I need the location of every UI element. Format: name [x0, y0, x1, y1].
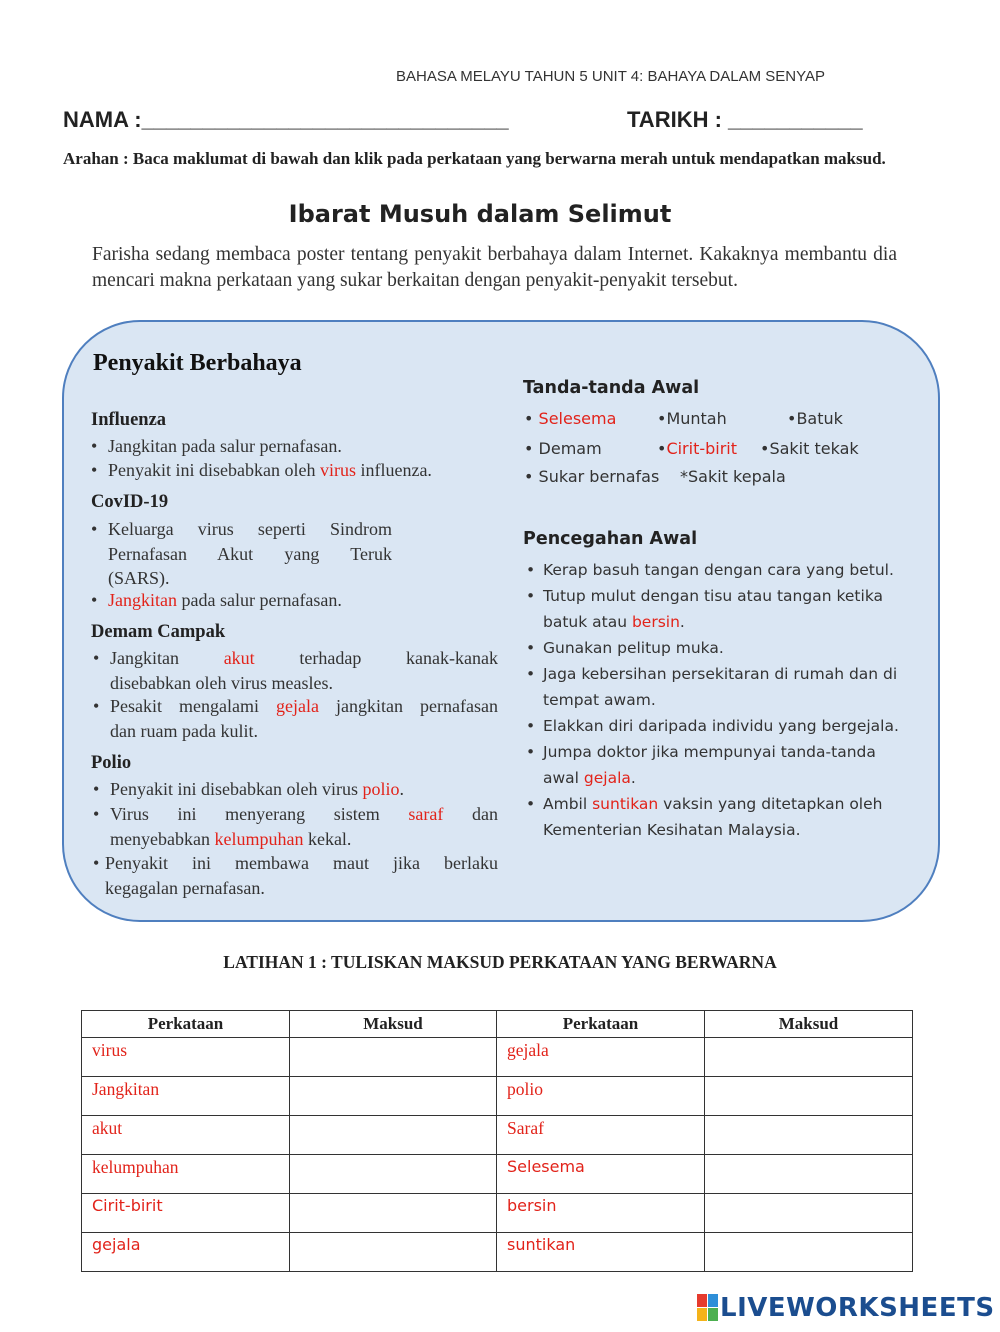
page-title: Ibarat Musuh dalam Selimut — [288, 200, 672, 228]
header-maksud-right: Maksud — [705, 1011, 913, 1038]
vocabulary-table — [81, 1010, 913, 1272]
word-cell — [82, 1155, 290, 1194]
word-cell-text: kelumpuhan — [92, 1157, 179, 1177]
polio-bullet-1: • Penyakit ini disebabkan oleh virus polio. — [93, 779, 404, 799]
tanda-demam: Demam — [538, 439, 602, 458]
answer-cell[interactable] — [705, 1233, 913, 1272]
pencegahan-item-3: • Gunakan pelitup muka. — [526, 639, 724, 657]
campak-bullet-2-line-1 — [110, 694, 498, 719]
campak-bullet-1-line-1 — [110, 646, 498, 671]
tanda-muntah: •Muntah — [657, 409, 727, 428]
answer-cell[interactable] — [290, 1077, 497, 1116]
word-cell-text: Selesema — [507, 1157, 585, 1176]
header-maksud-left: Maksud — [290, 1011, 497, 1038]
table-row — [82, 1116, 913, 1155]
word-cell — [497, 1077, 705, 1116]
influenza-bullet-2: • Penyakit ini disebabkan oleh virus influenza. — [91, 460, 432, 480]
influenza-bullet-1: • Jangkitan pada salur pernafasan. — [91, 436, 342, 456]
polio-b1-post: . — [399, 779, 404, 799]
word-cell — [497, 1038, 705, 1077]
p7-post: vaksin yang ditetapkan oleh — [658, 795, 883, 813]
campak-heading: Demam Campak — [91, 622, 226, 642]
campak-bullet-1: • Jangkitan akut terhadap kanak-kanak disebabkan oleh virus measles. — [110, 646, 498, 695]
word-cell-text: Cirit-birit — [92, 1196, 163, 1215]
polio-bullet-3-line-1: Penyakit ini membawa maut jika berlaku — [105, 853, 498, 873]
liveworksheets-logo-icon — [697, 1294, 719, 1327]
tanda-sukar: Sukar bernafas — [538, 467, 660, 486]
word-cell-text: gejala — [92, 1235, 141, 1254]
p4-l2: tempat awam. — [543, 691, 656, 709]
influenza-bullet-2-end: influenza. — [355, 460, 432, 480]
pencegahan-item-7: • Ambil suntikan vaksin yang ditetapkan oleh Kementerian Kesihatan Malaysia. — [526, 795, 883, 839]
word-cell — [82, 1077, 290, 1116]
p7-l2: Kementerian Kesihatan Malaysia. — [543, 821, 801, 839]
pencegahan-item-4: • Jaga kebersihan persekitaran di rumah dan di tempat awam. — [526, 665, 898, 709]
table-row — [82, 1194, 913, 1233]
p1-text: Kerap basuh tangan dengan cara yang betul. — [543, 561, 894, 579]
tanda-bullet-sukar — [524, 467, 659, 486]
word-cell — [497, 1194, 705, 1233]
polio-bullet-3-line-2: kegagalan pernafasan. — [105, 877, 265, 898]
poster-title: Penyakit Berbahaya — [93, 350, 302, 376]
pencegahan-item-2: • Tutup mulut dengan tisu atau tangan ketika batuk atau bersin. — [526, 587, 884, 631]
table-header-row — [82, 1011, 913, 1038]
logo-badge-icon — [697, 1294, 719, 1322]
word-cell-text: virus — [92, 1040, 127, 1060]
p4-l1: Jaga kebersihan persekitaran di rumah dan di — [543, 665, 898, 683]
word-gejala[interactable]: gejala — [276, 696, 320, 716]
word-saraf[interactable]: saraf — [408, 804, 444, 824]
p5-text: Elakkan diri daripada individu yang bergejala. — [543, 717, 899, 735]
p6-l2-post: . — [630, 769, 636, 787]
answer-cell[interactable] — [290, 1038, 497, 1077]
intro-paragraph: Farisha sedang membaca poster tentang penyakit berbahaya dalam Internet. Kakaknya membantu dia mencari makna perkataan yang sukar berkaitan dengan penyakit-penyakit tersebut. — [92, 244, 897, 291]
tanda-dot: • — [524, 439, 534, 458]
word-cell-text: suntikan — [507, 1235, 576, 1254]
covid-bullet-1-line-2: Pernafasan Akut yang Teruk — [108, 543, 392, 564]
word-cell-text: Saraf — [507, 1118, 544, 1138]
word-cell — [497, 1233, 705, 1272]
answer-cell[interactable] — [705, 1194, 913, 1233]
polio-bullet-3: • Penyakit ini membawa maut jika berlaku kegagalan pernafasan. — [105, 851, 498, 900]
polio-bullet-2-line-1 — [110, 802, 498, 827]
tanda-batuk: •Batuk — [787, 409, 843, 428]
p3-text: Gunakan pelitup muka. — [543, 639, 724, 657]
word-cell — [82, 1038, 290, 1077]
word-cell — [497, 1155, 705, 1194]
table-row — [82, 1233, 913, 1272]
tarikh-field: TARIKH : ___________ — [627, 107, 863, 132]
polio-b2-l2-pre: menyebabkan — [110, 828, 215, 849]
p2-l2-post: . — [679, 613, 685, 631]
campak-bullet-2: • Pesakit mengalami gejala jangkitan pernafasan dan ruam pada kulit. — [110, 694, 498, 743]
word-kelumpuhan[interactable]: kelumpuhan — [214, 828, 304, 849]
tanda-sakit-kepala: *Sakit kepala — [680, 467, 786, 486]
influenza-bullet-1-text: Jangkitan pada salur pernafasan. — [108, 436, 342, 456]
polio-bullet-2-line-2 — [110, 827, 498, 852]
pencegahan-list — [526, 557, 928, 843]
p2-l1: Tutup mulut dengan tisu atau tangan ketika — [543, 587, 884, 605]
answer-cell[interactable] — [705, 1038, 913, 1077]
pencegahan-item-6: • Jumpa doktor jika mempunyai tanda-tanda awal gejala. — [526, 743, 876, 787]
word-cell-text: gejala — [507, 1040, 549, 1060]
answer-cell[interactable] — [290, 1155, 497, 1194]
polio-b2-pre: Virus ini menyerang sistem — [110, 804, 409, 824]
p2-l2-pre: batuk atau — [543, 613, 632, 631]
polio-b1-pre: Penyakit ini disebabkan oleh virus — [110, 779, 363, 799]
table-row — [82, 1038, 913, 1077]
campak-b1-post: terhadap kanak-kanak — [254, 648, 498, 668]
pencegahan-item-1: • Kerap basuh tangan dengan cara yang betul. — [526, 561, 894, 579]
campak-b2-pre: Pesakit mengalami — [110, 696, 277, 716]
covid-bullet-1-line-1: Keluarga virus seperti Sindrom — [108, 519, 392, 539]
word-gejala-2[interactable]: gejala — [583, 769, 631, 787]
pencegahan-heading: Pencegahan Awal — [523, 529, 698, 549]
tanda-bullet-selesema — [524, 409, 616, 428]
p6-l2-pre: awal — [543, 769, 584, 787]
p7-pre: Ambil — [543, 795, 593, 813]
tanda-bullet-cirit — [657, 439, 737, 458]
word-cell — [82, 1233, 290, 1272]
liveworksheets-logo-text: LIVEWORKSHEETS — [720, 1293, 995, 1323]
campak-bullet-1-line-2: disebabkan oleh virus measles. — [110, 672, 333, 693]
word-selesema[interactable]: Selesema — [538, 409, 617, 428]
tanda-heading: Tanda-tanda Awal — [523, 378, 700, 398]
word-virus[interactable]: virus — [319, 460, 356, 480]
tanda-dot: • — [657, 439, 667, 458]
word-cell — [82, 1116, 290, 1155]
nama-field: NAMA :______________________________ — [63, 107, 509, 132]
answer-cell[interactable] — [290, 1233, 497, 1272]
word-cell-text: bersin — [507, 1196, 557, 1215]
influenza-heading: Influenza — [91, 410, 167, 430]
header-perkataan-left: Perkataan — [82, 1011, 290, 1038]
covid-bullet-2-text: pada salur pernafasan. — [177, 590, 342, 610]
exercise-heading: LATIHAN 1 : TULISKAN MAKSUD PERKATAAN YANG BERWARNA — [223, 952, 777, 972]
word-polio[interactable]: polio — [362, 779, 400, 799]
campak-b2-post: jangkitan pernafasan — [319, 696, 499, 716]
header-unit-title: BAHASA MELAYU TAHUN 5 UNIT 4: BAHAYA DALAM SENYAP — [396, 68, 826, 85]
polio-heading: Polio — [91, 753, 132, 773]
tanda-dot: • — [524, 409, 534, 428]
polio-b2-l2-post: kekal. — [303, 828, 352, 849]
answer-cell[interactable] — [290, 1116, 497, 1155]
polio-b2-post: dan — [443, 804, 498, 824]
covid-heading: CovID-19 — [91, 492, 169, 512]
tanda-sakit-tekak: •Sakit tekak — [760, 439, 859, 458]
word-jangkitan[interactable]: Jangkitan — [108, 590, 177, 610]
pencegahan-item-5: • Elakkan diri daripada individu yang bergejala. — [526, 717, 899, 735]
answer-cell[interactable] — [705, 1155, 913, 1194]
answer-cell[interactable] — [705, 1077, 913, 1116]
campak-bullet-2-line-2: dan ruam pada kulit. — [110, 720, 258, 741]
tanda-dot: • — [524, 467, 534, 486]
word-akut[interactable]: akut — [223, 648, 255, 668]
answer-cell[interactable] — [705, 1116, 913, 1155]
header-perkataan-right: Perkataan — [497, 1011, 705, 1038]
word-bersin[interactable]: bersin — [631, 613, 680, 631]
campak-b1-pre: Jangkitan — [110, 648, 224, 668]
covid-bullet-1-line-3: (SARS). — [108, 568, 170, 588]
p6-l1: Jumpa doktor jika mempunyai tanda-tanda — [543, 743, 876, 761]
word-suntikan[interactable]: suntikan — [592, 795, 659, 813]
covid-bullet-2: • Jangkitan pada salur pernafasan. — [91, 590, 342, 610]
word-cirit-birit[interactable]: Cirit-birit — [666, 439, 738, 458]
polio-bullet-2: • Virus ini menyerang sistem saraf dan menyebabkan kelumpuhan kekal. — [110, 802, 498, 851]
covid-bullet-1: • Keluarga virus seperti Sindrom Pernafasan Akut yang Teruk (SARS). — [108, 517, 392, 591]
word-cell-text: Jangkitan — [92, 1079, 160, 1099]
table-row — [82, 1077, 913, 1116]
word-cell — [82, 1194, 290, 1233]
instructions: Arahan : Baca maklumat di bawah dan klik pada perkataan yang berwarna merah untuk mendapatkan maksud. — [63, 149, 886, 168]
tanda-bullet-demam — [524, 439, 602, 458]
word-cell-text: akut — [92, 1118, 123, 1138]
table-row — [82, 1155, 913, 1194]
word-cell-text: polio — [507, 1079, 543, 1099]
answer-cell[interactable] — [290, 1194, 497, 1233]
influenza-bullet-2-text: Penyakit ini disebabkan oleh — [108, 460, 320, 480]
word-cell — [497, 1116, 705, 1155]
